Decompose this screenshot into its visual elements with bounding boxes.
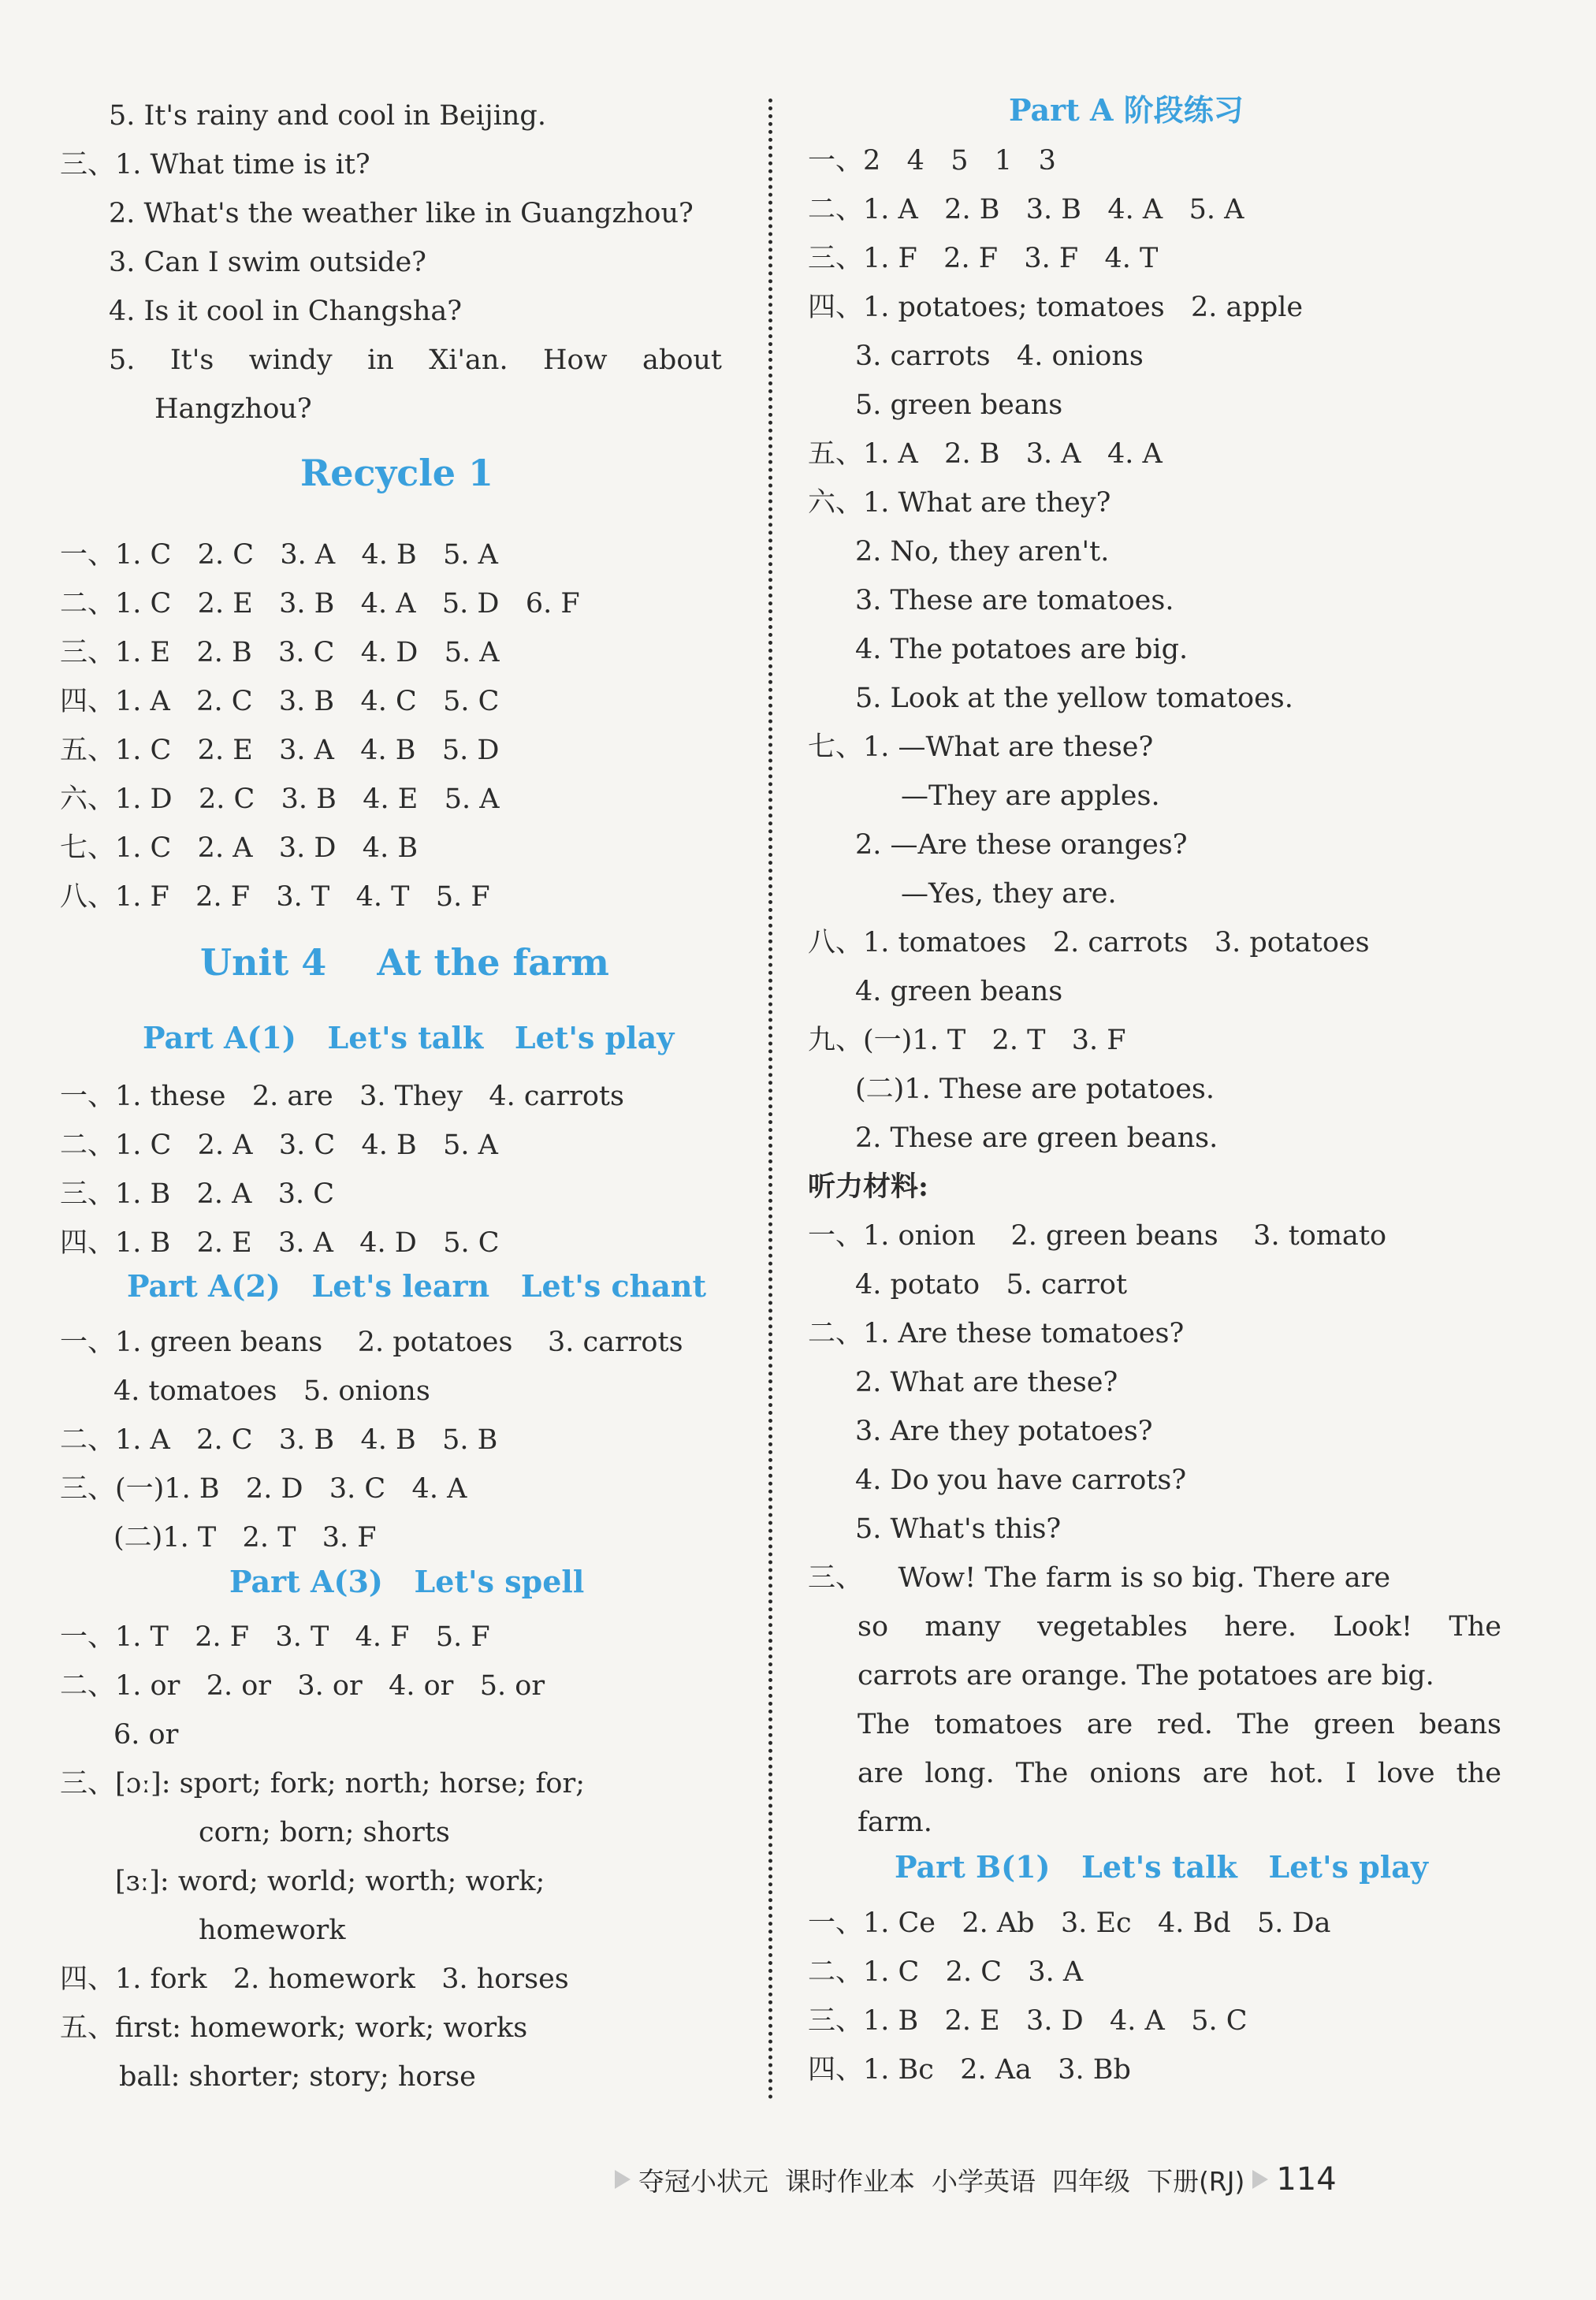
answer-line: 2. No, they aren't. xyxy=(855,536,1110,568)
answer-line: 三、1. E 2. B 3. C 4. D 5. A xyxy=(60,637,500,668)
answer-line: 4. green beans xyxy=(855,976,1063,1007)
answer-line: 一、2 4 5 1 3 xyxy=(808,145,1056,177)
answer-line: 五、1. A 2. B 3. A 4. A xyxy=(808,438,1163,470)
answer-line: Hangzhou? xyxy=(154,393,312,425)
answer-line: 3. carrots 4. onions xyxy=(855,341,1144,372)
answer-line: The tomatoes are red. The green beans xyxy=(858,1709,1501,1740)
answer-line: 二、1. C 2. A 3. C 4. B 5. A xyxy=(60,1130,498,1161)
answer-line: 六、1. D 2. C 3. B 4. E 5. A xyxy=(60,783,500,815)
footer-volume: 下册(RJ) xyxy=(1146,2165,1245,2197)
answer-line: corn; born; shorts xyxy=(199,1817,450,1848)
answer-line: 三、1. B 2. E 3. D 4. A 5. C xyxy=(808,2005,1248,2037)
answer-line: 八、1. tomatoes 2. carrots 3. potatoes xyxy=(808,927,1370,958)
answer-line: 4. Is it cool in Changsha? xyxy=(109,296,463,327)
answer-line: 一、1. these 2. are 3. They 4. carrots xyxy=(60,1081,624,1112)
answer-line: 2. —Are these oranges? xyxy=(855,829,1188,861)
answer-line: 4. The potatoes are big. xyxy=(855,634,1189,665)
answer-line: 二、1. C 2. C 3. A xyxy=(808,1956,1084,1988)
answer-line: ball: shorter; story; horse xyxy=(119,2061,476,2093)
answer-line: (二)1. These are potatoes. xyxy=(855,1074,1215,1105)
answer-line: 八、1. F 2. F 3. T 4. T 5. F xyxy=(60,881,490,913)
footer-book: 课时作业本 xyxy=(784,2165,915,2197)
answer-line: —They are apples. xyxy=(901,780,1160,812)
answer-line: are long. The onions are hot. I love the xyxy=(858,1758,1501,1789)
column-divider xyxy=(768,99,772,2101)
answer-line: 三、1. B 2. A 3. C xyxy=(60,1178,335,1210)
answer-line: 三、 Wow! The farm is so big. There are xyxy=(808,1562,1391,1594)
subsection-heading: Part A 阶段练习 xyxy=(1009,92,1244,128)
answer-line: 二、1. or 2. or 3. or 4. or 5. or xyxy=(60,1670,545,1702)
answer-line: 5. What's this? xyxy=(855,1513,1062,1545)
answer-line: 二、1. A 2. C 3. B 4. B 5. B xyxy=(60,1424,498,1456)
answer-line: 4. potato 5. carrot xyxy=(855,1269,1128,1301)
footer-arrow-icon xyxy=(615,2170,631,2189)
answer-line: 5. Look at the yellow tomatoes. xyxy=(855,683,1293,714)
answer-line: 四、1. potatoes; tomatoes 2. apple xyxy=(808,292,1304,323)
answer-line: 九、(一)1. T 2. T 3. F xyxy=(808,1025,1126,1056)
footer-arrow-icon-2 xyxy=(1252,2170,1268,2189)
answer-line: 3. Can I swim outside? xyxy=(109,247,426,278)
section-heading: Unit 4 At the farm xyxy=(200,941,609,984)
answer-line: homework xyxy=(199,1915,346,1946)
answer-line: 一、1. C 2. C 3. A 4. B 5. A xyxy=(60,539,498,571)
answer-line: 四、1. fork 2. homework 3. horses xyxy=(60,1963,569,1995)
page-footer xyxy=(607,2156,1474,2203)
answer-line: 四、1. A 2. C 3. B 4. C 5. C xyxy=(60,686,500,717)
answer-line: 2. These are green beans. xyxy=(855,1122,1218,1154)
footer-series: 夺冠小状元 xyxy=(638,2165,768,2197)
answer-line: 3. Are they potatoes? xyxy=(855,1416,1153,1447)
answer-line: 一、1. T 2. F 3. T 4. F 5. F xyxy=(60,1621,490,1653)
answer-line: 五、1. C 2. E 3. A 4. B 5. D xyxy=(60,735,500,766)
answer-line: 2. What are these? xyxy=(855,1367,1118,1398)
answer-line: 5. It's windy in Xi'an. How about xyxy=(109,344,722,376)
answer-line: 4. tomatoes 5. onions xyxy=(113,1375,430,1407)
answer-line: carrots are orange. The potatoes are big. xyxy=(858,1660,1434,1692)
answer-line: (二)1. T 2. T 3. F xyxy=(113,1522,377,1554)
answer-line: 二、1. Are these tomatoes? xyxy=(808,1318,1185,1349)
answer-line: 五、first: homework; work; works xyxy=(60,2012,528,2044)
answer-line: 一、1. onion 2. green beans 3. tomato xyxy=(808,1220,1387,1252)
subsection-heading: Part A(1) Let's talk Let's play xyxy=(143,1020,675,1055)
answer-line: 三、[ɔː]: sport; fork; north; horse; for; xyxy=(60,1768,586,1799)
answer-line: —Yes, they are. xyxy=(901,878,1117,910)
answer-line: 5. It's rainy and cool in Beijing. xyxy=(109,100,546,132)
answer-line: 5. green beans xyxy=(855,389,1063,421)
answer-line: 三、(一)1. B 2. D 3. C 4. A xyxy=(60,1473,467,1505)
answer-line: 六、1. What are they? xyxy=(808,487,1111,519)
answer-line: 三、1. F 2. F 3. F 4. T xyxy=(808,243,1159,274)
answer-line: 七、1. C 2. A 3. D 4. B xyxy=(60,832,419,864)
answer-line: 二、1. C 2. E 3. B 4. A 5. D 6. F xyxy=(60,588,580,620)
footer-subject: 小学英语 xyxy=(931,2165,1036,2197)
subsection-heading: Part A(3) Let's spell xyxy=(229,1564,585,1599)
answer-line: 七、1. —What are these? xyxy=(808,731,1154,763)
subsection-heading: Part B(1) Let's talk Let's play xyxy=(895,1849,1428,1885)
answer-line: 一、1. Ce 2. Ab 3. Ec 4. Bd 5. Da xyxy=(808,1907,1331,1939)
answer-line: 一、1. green beans 2. potatoes 3. carrots xyxy=(60,1327,683,1358)
answer-line: 2. What's the weather like in Guangzhou? xyxy=(109,198,694,229)
answer-line: 6. or xyxy=(113,1719,179,1751)
answer-line: 三、1. What time is it? xyxy=(60,149,370,181)
answer-line: [ɜː]: word; world; worth; work; xyxy=(115,1866,545,1897)
page-number: 114 xyxy=(1276,2161,1337,2198)
answer-line: farm. xyxy=(858,1807,932,1838)
subsection-heading: Part A(2) Let's learn Let's chant xyxy=(127,1268,707,1304)
answer-line: 4. Do you have carrots? xyxy=(855,1464,1187,1496)
answer-line: 3. These are tomatoes. xyxy=(855,585,1174,616)
answer-line: 二、1. A 2. B 3. B 4. A 5. A xyxy=(808,194,1244,225)
answer-line: 听力材料: xyxy=(808,1170,928,1203)
answer-line: 四、1. Bc 2. Aa 3. Bb xyxy=(808,2054,1131,2086)
answer-line: so many vegetables here. Look! The xyxy=(858,1611,1501,1643)
footer-grade: 四年级 xyxy=(1051,2165,1130,2197)
answer-line: 四、1. B 2. E 3. A 4. D 5. C xyxy=(60,1227,500,1259)
section-heading: Recycle 1 xyxy=(300,452,494,494)
